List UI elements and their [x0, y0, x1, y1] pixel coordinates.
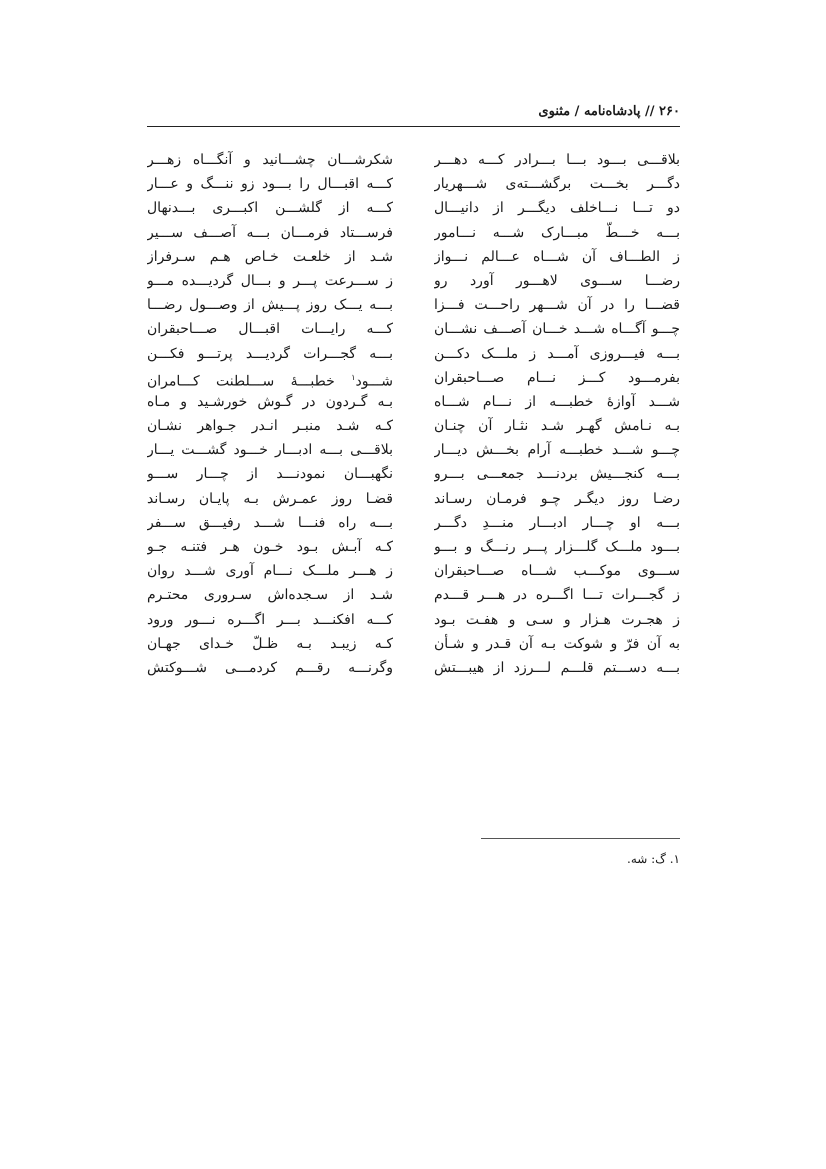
header-slash: /: [574, 104, 580, 119]
couplet: [147, 462, 680, 486]
couplet: [147, 221, 680, 245]
couplet: [147, 414, 680, 438]
hemistich-right: ز الطـــاف آن شـــاه عـــالم نـــواز: [434, 248, 680, 265]
hemistich-left: بـــه گجـــرات گردیـــد پرتـــو فکـــن: [147, 345, 393, 362]
hemistich-right: بـــه او چـــار ادبـــار منـــدِ دگـــر: [434, 514, 680, 531]
hemistich-right: ســـوی موکـــب شـــاه صـــاحبقران: [434, 563, 680, 580]
hemistich-left: بـــه یـــک روز پـــیش از وصـــول رضـــا: [147, 297, 393, 314]
couplet: [147, 342, 680, 366]
hemistich-left: نگهبـــان نمودنـــد از چـــار ســـو: [147, 466, 393, 483]
section-title: مثنوی: [538, 104, 571, 119]
couplet: [147, 196, 680, 220]
hemistich-left: کـــه اقبـــال را بـــود زو ننـــگ و عـــار: [147, 176, 393, 193]
hemistich-left: کـــه از گلشـــن اکبـــری بـــدنهال: [147, 200, 393, 217]
couplet: [147, 559, 680, 583]
couplet: [147, 390, 680, 414]
page-number: ۲۶۰: [659, 104, 680, 119]
hemistich-left: بلاقـــی بـــه ادبـــار خـــود گشـــت یـــار: [147, 442, 393, 459]
hemistich-left: ز ســـرعت پـــر و بـــال گردیـــده مـــو: [147, 272, 393, 289]
hemistich-left: [147, 366, 393, 390]
couplet: [147, 269, 680, 293]
hemistich-right: بـــه کنجـــیش بردنـــد جمعـــی بـــرو: [434, 466, 680, 483]
hemistich-left: کـــه رایـــات اقبـــال صـــاحبقران: [147, 321, 393, 338]
hemistich-right: به آن فرّ و شوکت بـه آن قـدر و شـأن: [434, 635, 680, 652]
hemistich-right: دو تـــا نـــاخلف دیگـــر از دانیـــال: [434, 200, 680, 217]
poem-body: [147, 148, 680, 680]
couplet: [147, 317, 680, 341]
header-separator: //: [645, 104, 655, 119]
hemistich-left: شـد از خلعـت خـاص هـم سـرفراز: [147, 248, 393, 265]
hemistich-right: شـــد آوازهٔ خطبـــه از نـــام شـــاه: [434, 393, 680, 410]
hemistich-right: ز گجـــرات تـــا اگـــره در هـــر قـــدم: [434, 587, 680, 604]
hemistich-left: شـد از سـجده‌اش سـروری محتـرم: [147, 587, 393, 604]
hemistich-right: بـــه خـــطّ مبـــارک شـــه نـــامور: [434, 224, 680, 241]
footnote-marker: ۱: [351, 372, 356, 382]
hemistich-left: کـــه افکنـــد بـــر اگـــره نـــور ورود: [147, 611, 393, 628]
couplet: [147, 656, 680, 680]
couplet: [147, 535, 680, 559]
hemistich-right: دگـــر بخـــت برگشـــته‌ی شـــهریار: [434, 176, 680, 193]
header-rule: [147, 126, 680, 127]
hemistich-text: شـــود: [355, 373, 393, 390]
hemistich-left: ز هـــر ملـــک نـــام آوری شـــد روان: [147, 563, 393, 580]
hemistich-right: چـــو شـــد خطبـــه آرام بخـــش دیـــار: [434, 442, 680, 459]
couplet: [147, 148, 680, 172]
hemistich-left: قضـا روز عمـرش بـه پایـان رسـاند: [147, 490, 393, 507]
hemistich-left: کـه شـد منبـر انـدر جـواهر نشـان: [147, 418, 393, 435]
couplet: [147, 438, 680, 462]
hemistich-text: خطبـــهٔ ســـلطنت کـــامران: [147, 373, 352, 390]
hemistich-left: وگرنـــه رقـــم کردمـــی شـــوکتش: [147, 659, 393, 676]
footnote: ۱. گ: شه.: [627, 852, 680, 866]
hemistich-right: بلاقـــی بـــود بـــا بـــرادر کـــه دهـــر: [434, 152, 680, 168]
hemistich-right: چـــو آگـــاه شـــد خـــان آصـــف نشـــان: [434, 321, 680, 338]
hemistich-right: رضـــا ســـوی لاهـــور آورد رو: [434, 272, 680, 289]
couplet: [147, 245, 680, 269]
couplet: [147, 487, 680, 511]
hemistich-right: بـه نـامش گهـر شـد نثـار آن چنـان: [434, 418, 680, 435]
hemistich-left: بـــه راه فنـــا شـــد رفیـــق ســـفر: [147, 514, 393, 531]
couplet: [147, 511, 680, 535]
couplet: [147, 583, 680, 607]
running-header: [147, 104, 680, 124]
hemistich-left: بـه گـردون در گـوش خورشـید و مـاه: [147, 393, 393, 410]
hemistich-right: بـــود ملـــک گلـــزار پـــر رنـــگ و بـــو: [434, 539, 680, 555]
couplet: [147, 172, 680, 196]
couplet: [147, 293, 680, 317]
couplet: [147, 366, 680, 390]
hemistich-right: بـــه دســـتم قلـــم لـــرزد از هیبـــتش: [434, 659, 680, 676]
hemistich-right: بفرمـــود کـــز نـــام صـــاحبقران: [434, 369, 680, 386]
hemistich-left: کـه آبـش بـود خـون هـر فتنـه جـو: [147, 539, 393, 555]
couplet: [147, 608, 680, 632]
hemistich-right: ز هجـرت هـزار و سـی و هفـت بـود: [434, 611, 680, 628]
book-title: پادشاه‌نامه: [583, 104, 641, 119]
hemistich-left: شکرشـــان چشـــانید و آنگـــاه زهـــر: [147, 152, 393, 168]
hemistich-right: رضـا روز دیگـر چـو فرمـان رسـاند: [434, 490, 680, 507]
hemistich-right: بـــه فیـــروزی آمـــد ز ملـــک دکـــن: [434, 345, 680, 362]
hemistich-right: قضـــا را در آن شـــهر راحـــت فـــزا: [434, 297, 680, 314]
footnote-rule: [481, 838, 680, 839]
couplet: [147, 632, 680, 656]
hemistich-left: فرســـتاد فرمـــان بـــه آصـــف ســـیر: [147, 224, 393, 241]
hemistich-left: کـه زیبـد بـه ظـلّ خـدای جهـان: [147, 635, 393, 652]
